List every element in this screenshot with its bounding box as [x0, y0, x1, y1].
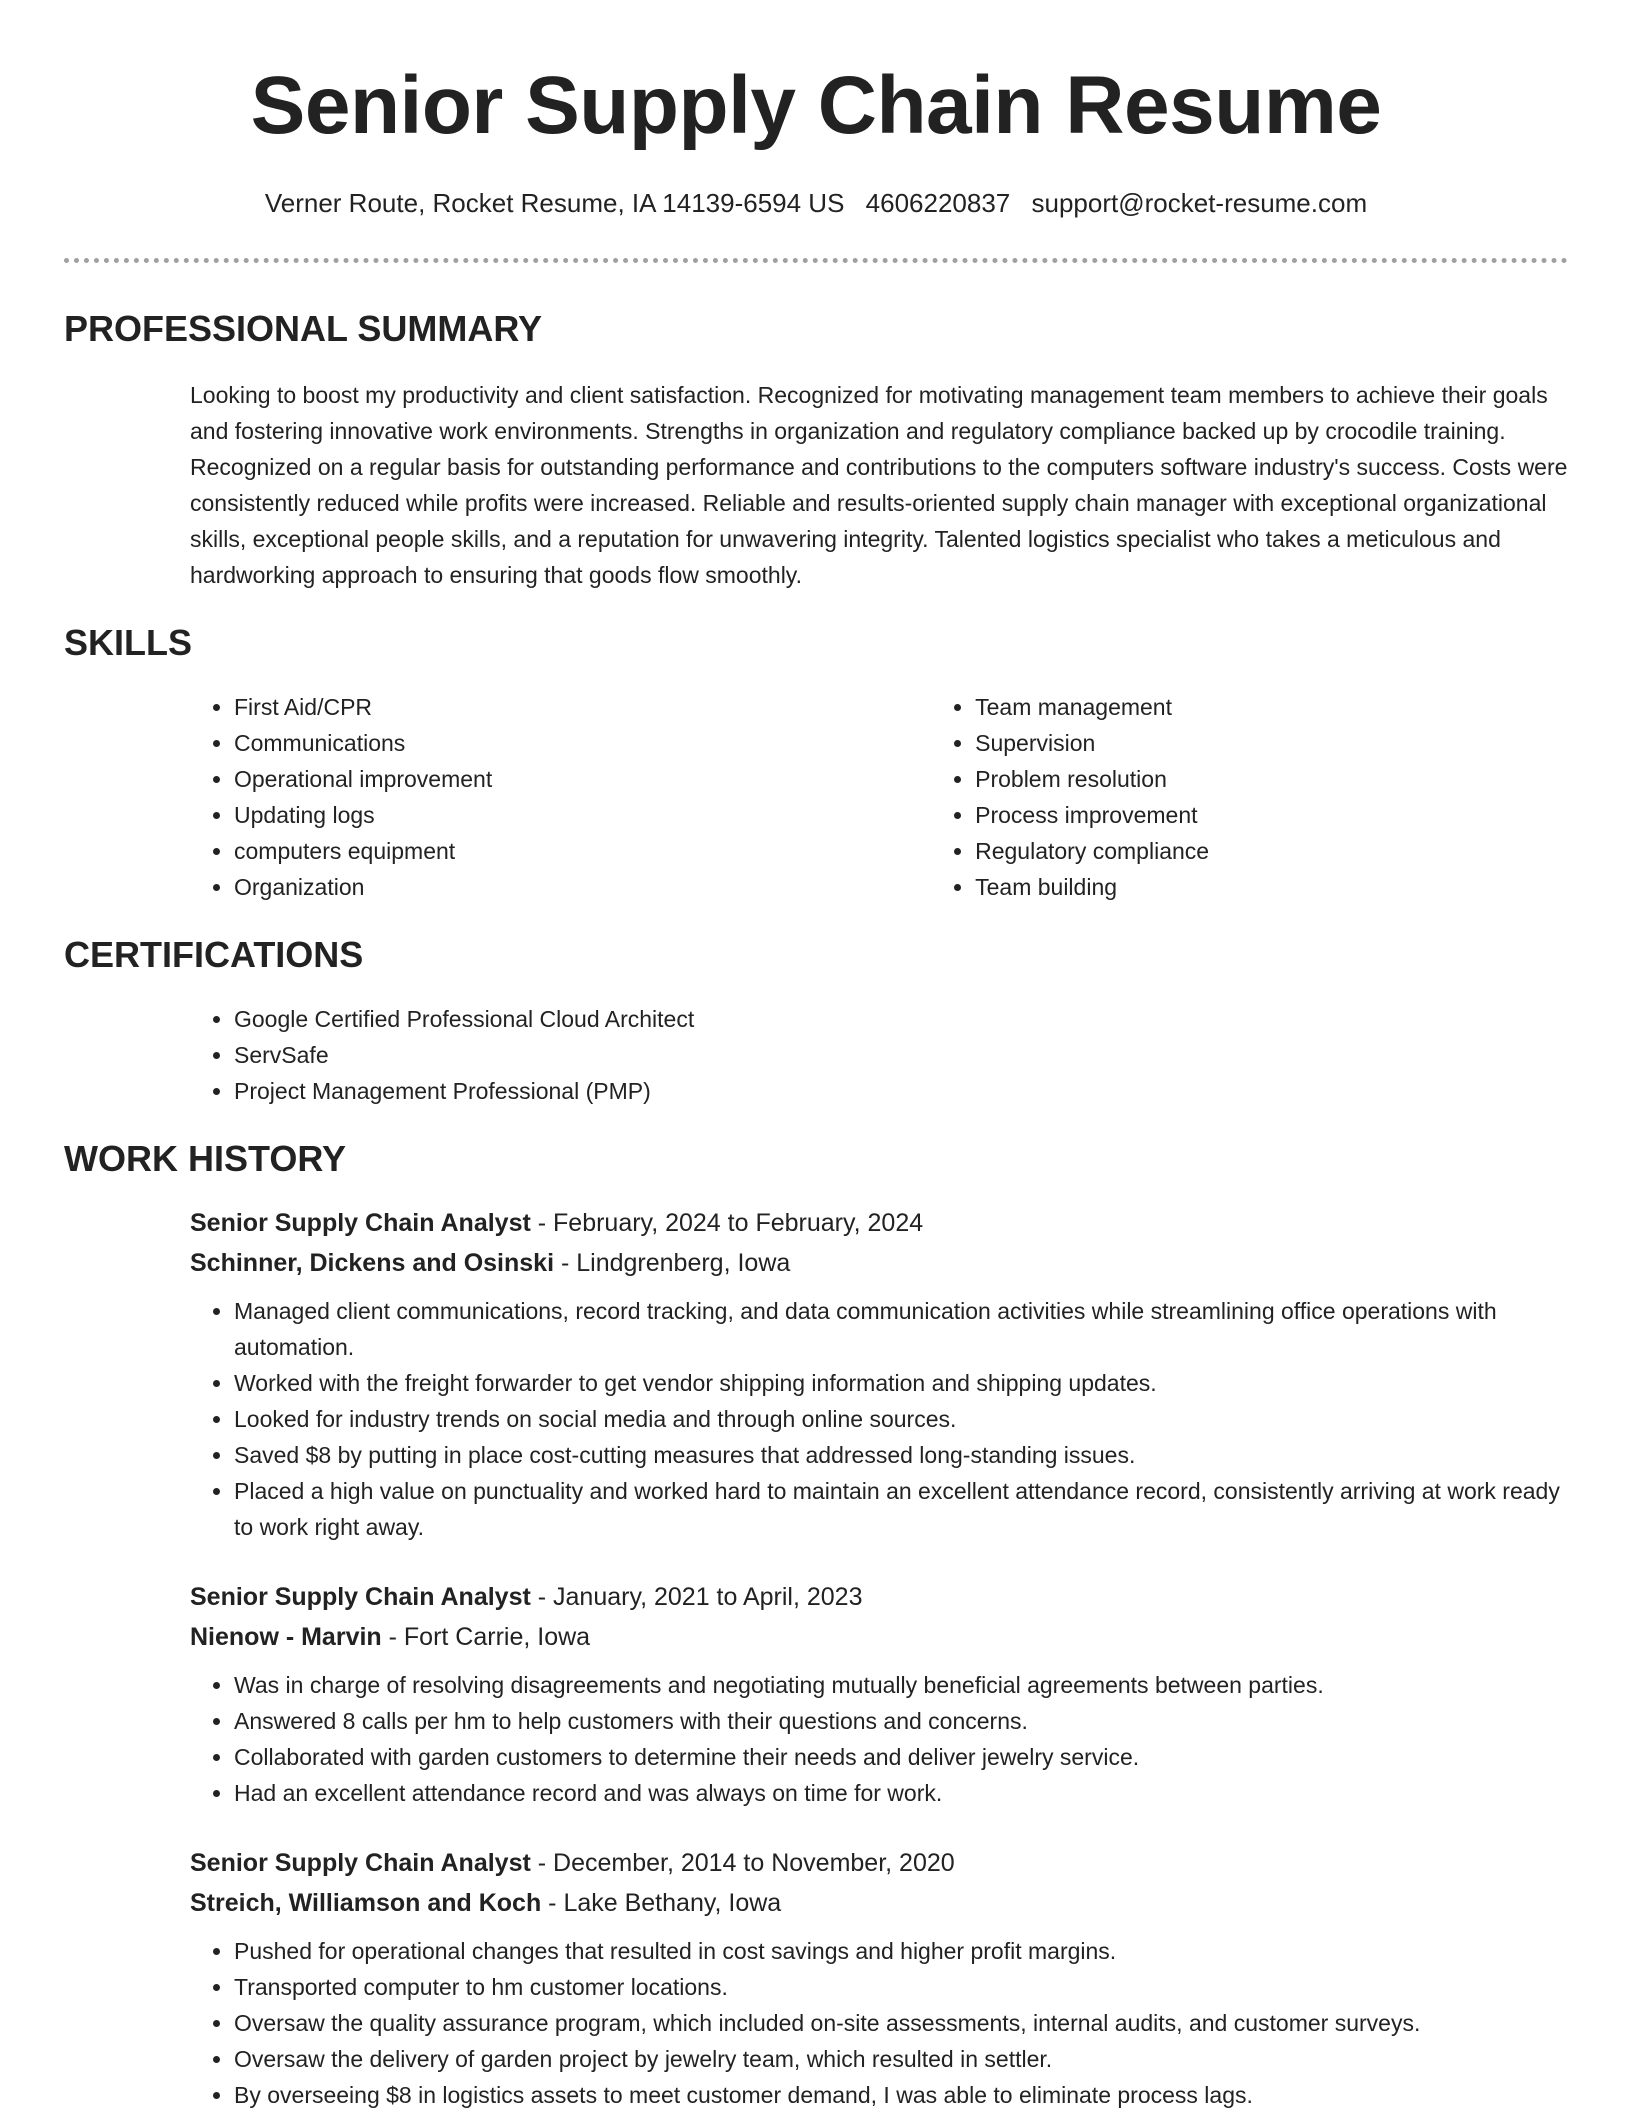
contact-email: support@rocket-resume.com — [1031, 188, 1368, 218]
job-bullet: • Answered 8 calls per hm to help customers with their questions and concerns. — [234, 1703, 1568, 1739]
job-dates: - January, 2021 to April, 2023 — [530, 1583, 863, 1611]
job-bullet: • Saved $8 by putting in place cost-cutting measures that addressed long-standing issues. — [234, 1437, 1568, 1473]
certification-item: • ServSafe — [234, 1037, 1568, 1073]
job-company-line — [190, 1883, 1568, 1923]
skills-list-right — [975, 689, 1568, 905]
skill-item: • Operational improvement — [234, 761, 975, 797]
certifications-list — [64, 1001, 1568, 1109]
job-bullet: • By overseeing $8 in logistics assets to meet customer demand, I was able to eliminate process lags. — [234, 2077, 1568, 2113]
job-location: - Lake Bethany, Iowa — [541, 1889, 782, 1917]
work-history-heading: WORK HISTORY — [64, 1138, 347, 1179]
job-title-line — [190, 1203, 1568, 1243]
skill-item: • Communications — [234, 725, 975, 761]
job-bullet: • Looked for industry trends on social media and through online sources. — [234, 1401, 1568, 1437]
job-location: - Lindgrenberg, Iowa — [554, 1249, 791, 1277]
certifications-heading: CERTIFICATIONS — [64, 934, 364, 975]
contact-line — [64, 188, 1568, 218]
job-location: - Fort Carrie, Iowa — [381, 1623, 591, 1651]
job-entry — [64, 1577, 1568, 1811]
job-company-line — [190, 1243, 1568, 1283]
job-bullets — [64, 1933, 1568, 2113]
skill-item: • Problem resolution — [975, 761, 1568, 797]
job-bullets — [64, 1667, 1568, 1811]
skill-item: • Team management — [975, 689, 1568, 725]
certification-item: • Google Certified Professional Cloud Architect — [234, 1001, 1568, 1037]
job-company: Streich, Williamson and Koch — [190, 1889, 542, 1917]
job-company-line — [190, 1617, 1568, 1657]
job-entry — [64, 1203, 1568, 1545]
certification-item: • Project Management Professional (PMP) — [234, 1073, 1568, 1109]
job-entry — [64, 1843, 1568, 2113]
job-role: Senior Supply Chain Analyst — [190, 1583, 531, 1611]
job-bullets — [64, 1293, 1568, 1545]
skill-item: • Team building — [975, 869, 1568, 905]
contact-phone: 4606220837 — [865, 188, 1011, 218]
skill-item: • First Aid/CPR — [234, 689, 975, 725]
skill-item: • Process improvement — [975, 797, 1568, 833]
job-bullet: • Worked with the freight forwarder to get vendor shipping information and shipping updates. — [234, 1365, 1568, 1401]
job-role: Senior Supply Chain Analyst — [190, 1209, 531, 1237]
job-title-line — [190, 1843, 1568, 1883]
skill-item: • Regulatory compliance — [975, 833, 1568, 869]
job-bullet: • Collaborated with garden customers to determine their needs and deliver jewelry service. — [234, 1739, 1568, 1775]
skills-list-left — [64, 689, 975, 905]
job-bullet: • Had an excellent attendance record and was always on time for work. — [234, 1775, 1568, 1811]
job-company: Nienow - Marvin — [190, 1623, 382, 1651]
job-bullet: • Was in charge of resolving disagreements and negotiating mutually beneficial agreements between parties. — [234, 1667, 1568, 1703]
job-company: Schinner, Dickens and Osinski — [190, 1249, 555, 1277]
contact-address: Verner Route, Rocket Resume, IA 14139-6594 US — [264, 188, 845, 218]
skill-item: • Updating logs — [234, 797, 975, 833]
job-bullet: • Oversaw the delivery of garden project by jewelry team, which resulted in settler. — [234, 2041, 1568, 2077]
skill-item: • Organization — [234, 869, 975, 905]
job-dates: - February, 2024 to February, 2024 — [530, 1209, 924, 1237]
job-title-line — [190, 1577, 1568, 1617]
summary-text: Looking to boost my productivity and client satisfaction. Recognized for motivating management team members to achieve their goals and fostering innovative work environments. Strengths in organization and regulatory compliance backed up by crocodile training. Recognized on a regular basis for outstanding performance and contributions to the computers software industry's success. Costs were consistently reduced while profits were increased. Reliable and results-oriented supply chain manager with exceptional organizational skills, exceptional people skills, and a reputation for unwavering integrity. Talented logistics specialist who takes a meticulous and hardworking approach to ensuring that goods flow smoothly. — [190, 382, 1568, 588]
skills-heading: SKILLS — [64, 622, 193, 663]
job-role: Senior Supply Chain Analyst — [190, 1849, 531, 1877]
skills-columns — [64, 689, 1568, 905]
job-bullet: • Oversaw the quality assurance program, which included on-site assessments, internal audits, and customer surveys. — [234, 2005, 1568, 2041]
resume-title: Senior Supply Chain Resume — [250, 60, 1382, 151]
summary-heading: PROFESSIONAL SUMMARY — [64, 308, 543, 349]
job-bullet: • Placed a high value on punctuality and worked hard to maintain an excellent attendance record, consistently arriving at work ready to work right away. — [234, 1473, 1568, 1545]
skill-item: • computers equipment — [234, 833, 975, 869]
job-bullet: • Pushed for operational changes that resulted in cost savings and higher profit margins. — [234, 1933, 1568, 1969]
job-dates: - December, 2014 to November, 2020 — [530, 1849, 955, 1877]
job-bullet: • Transported computer to hm customer locations. — [234, 1969, 1568, 2005]
job-bullet: • Managed client communications, record tracking, and data communication activities while streamlining office operations with automation. — [234, 1293, 1568, 1365]
header-divider — [64, 258, 1568, 263]
skill-item: • Supervision — [975, 725, 1568, 761]
